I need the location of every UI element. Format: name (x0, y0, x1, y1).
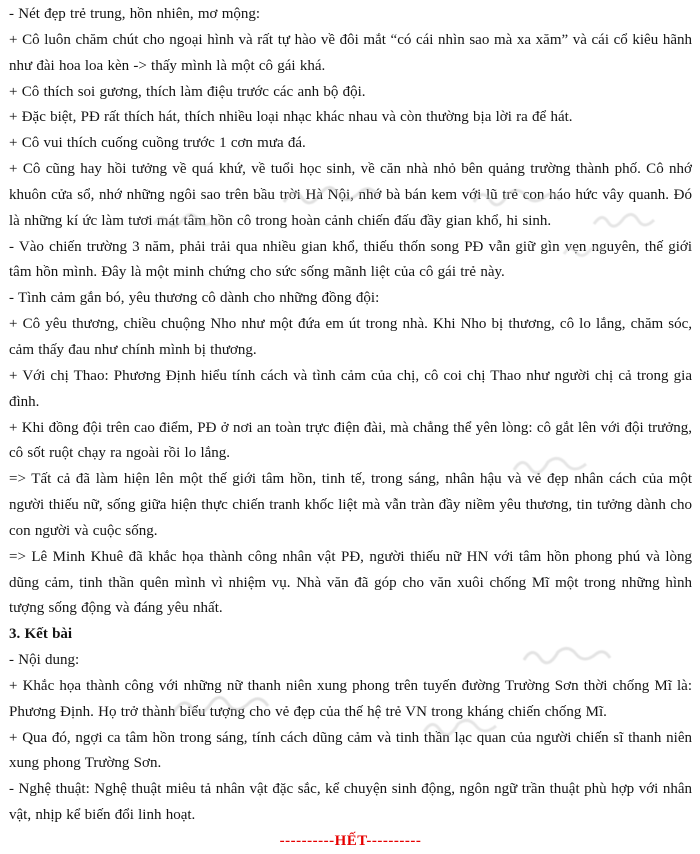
paragraph-hoi-tuong-qua-khu: + Cô cũng hay hồi tưởng về quá khứ, về tuổi học sinh, về căn nhà nhỏ bên quảng trường thành phố. Cô nhớ khuôn cửa sổ, nhớ những ngôi sao trên bầu trời Hà Nội, nhớ bà bán kem với lũ trẻ con háo hức vây quanh. Đó là những kí ức làm tươi mát tâm hồn cô trong hoàn cảnh chiến đấu đầy gian khổ, hi sinh. (9, 161, 692, 229)
paragraph-khac-hoa-thanh-cong: + Khắc họa thành công với những nữ thanh niên xung phong trên tuyến đường Trường Sơn thời chống Mĩ là: Phương Định. Họ trở thành biểu tượng cho vẻ đẹp của thế hệ trẻ VN trong kháng chiến chống Mĩ. (9, 677, 692, 720)
paragraph-mua-da: + Cô vui thích cuống cuồng trước 1 cơn mưa đá. (9, 135, 306, 152)
paragraph-noi-dung: - Nội dung: (9, 652, 80, 669)
paragraph-thich-soi-guong: + Cô thích soi gương, thích làm điệu trước các anh bộ đội. (9, 83, 366, 100)
paragraph-tinh-cam-gan-bo: - Tình cảm gắn bó, yêu thương cô dành cho những đồng đội: (9, 290, 380, 307)
heading-ket-bai: 3. Kết bài (9, 626, 73, 643)
paragraph-voi-chi-thao: + Với chị Thao: Phương Định hiểu tính cách và tình cảm của chị, cô coi chị Thao như người chị cả trong gia đình. (9, 367, 692, 410)
paragraph-tong-ket-tam-hon: => Tất cả đã làm hiện lên một thế giới tâm hồn, tinh tế, trong sáng, nhân hậu và vẻ đẹp nhân cách của một người thiếu nữ, sống giữa hiện thực chiến tranh khốc liệt mà vẫn tràn đầy niềm yêu thương, tin tưởng dành cho con người và cuộc sống. (9, 471, 692, 539)
paragraph-ngoi-ca-tam-hon: + Qua đó, ngợi ca tâm hồn trong sáng, tính cách dũng cảm và tinh thần lạc quan của người chiến sĩ thanh niên xung phong Trường Sơn. (9, 729, 692, 772)
paragraph-net-dep-tre-trung: - Nét đẹp trẻ trung, hồn nhiên, mơ mộng: (9, 6, 261, 22)
paragraph-vao-chien-truong: - Vào chiến trường 3 năm, phải trải qua nhiều gian khổ, thiếu thốn song PĐ vẫn giữ gìn vẹn nguyên, thế giới tâm hồn mình. Đây là một minh chứng cho sức sống mãnh liệt của cô gái trẻ này. (9, 238, 692, 281)
paragraph-nghe-thuat: - Nghệ thuật: Nghệ thuật miêu tả nhân vật đặc sắc, kể chuyện sinh động, ngôn ngữ trần thuật phù hợp với nhân vật, nhịp kể biến đổi linh hoạt. (9, 781, 692, 824)
end-marker: ----------HẾT---------- (279, 833, 422, 849)
paragraph-thich-hat: + Đặc biệt, PĐ rất thích hát, thích nhiều loại nhạc khác nhau và còn thường bịa lời ra để hát. (9, 109, 573, 126)
paragraph-truc-dien-dai: + Khi đồng đội trên cao điểm, PĐ ở nơi an toàn trực điện đài, mà chẳng thể yên lòng: cô gắt lên với đội trưởng, cô sốt ruột chạy ra ngoài rồi lo lắng. (9, 419, 692, 462)
paragraph-cham-chut-ngoai-hinh: + Cô luôn chăm chút cho ngoại hình và rất tự hào về đôi mắt “có cái nhìn sao mà xa xăm” và cái cổ kiêu hãnh như đài hoa loa kèn -> thấy mình là một cô gái khá. (9, 31, 692, 74)
paragraph-le-minh-khue: => Lê Minh Khuê đã khắc họa thành công nhân vật PĐ, người thiếu nữ HN với tâm hồn phong phú và lòng dũng cảm, tinh thần quên mình vì nhiệm vụ. Nhà văn đã góp cho văn xuôi chống Mĩ một trong những hình tượng sống động và đáng yêu nhất. (9, 548, 692, 617)
paragraph-yeu-thuong-nho: + Cô yêu thương, chiều chuộng Nho như một đứa em út trong nhà. Khi Nho bị thương, cô lo lắng, chăm sóc, cảm thấy đau như chính mình bị thương. (9, 316, 692, 358)
